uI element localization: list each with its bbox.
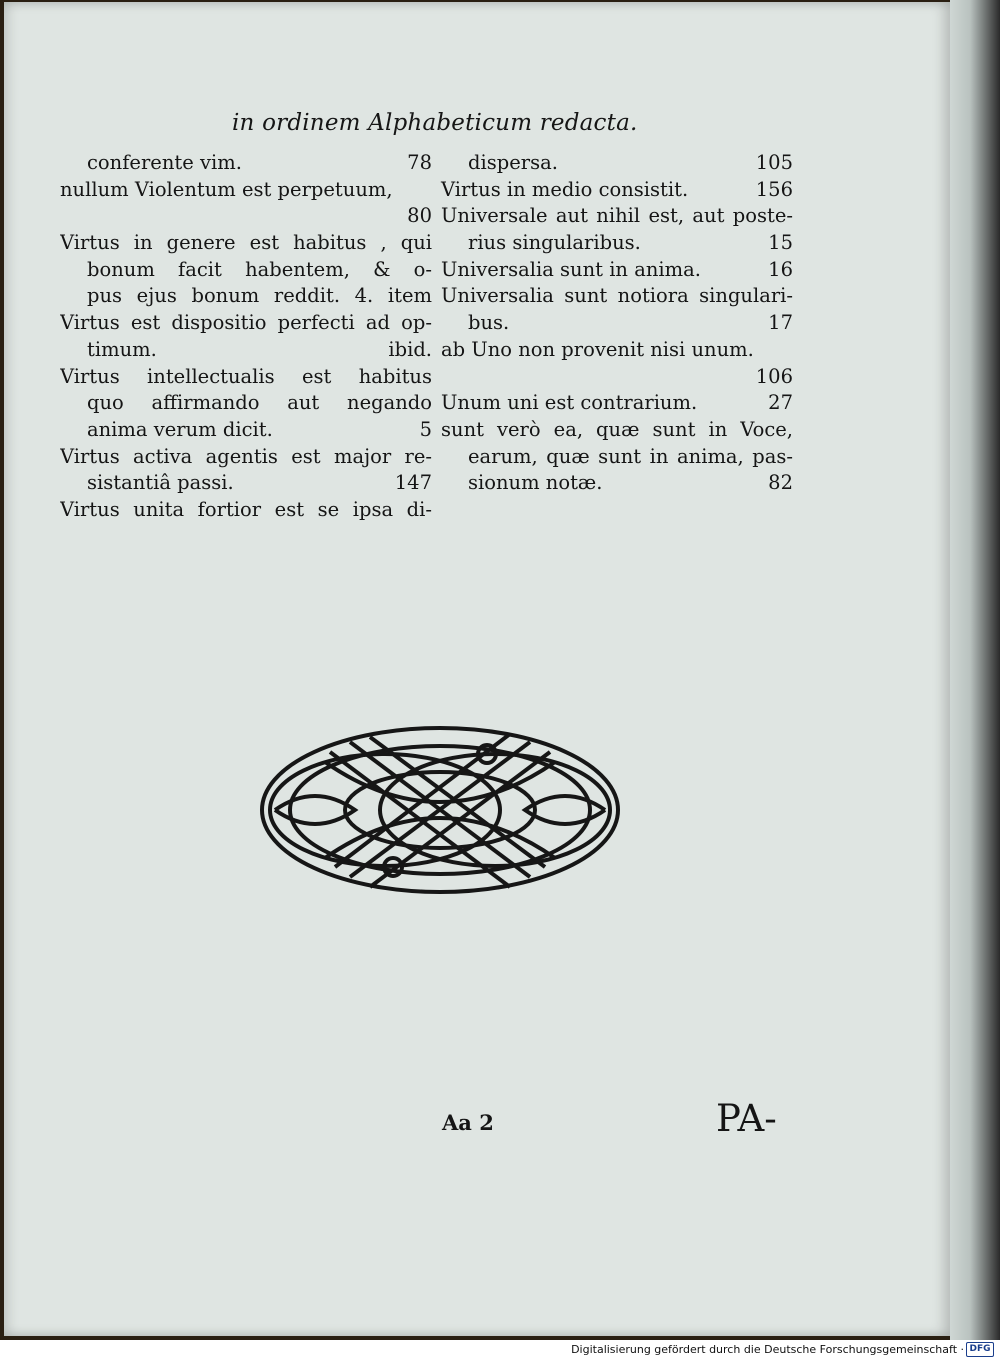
- entry-text: ab Uno non provenit nisi unum.: [441, 337, 754, 361]
- entry-text: Virtus unita fortior est se ipsa di-: [60, 497, 432, 521]
- entry-text: sionum notæ.: [468, 471, 603, 495]
- entry-text: Universalia sunt in anima.: [441, 257, 701, 281]
- entry-text: sistantiâ passi.: [87, 471, 234, 495]
- running-head: in ordinem Alphabeticum redacta.: [232, 110, 638, 136]
- entry-text: Virtus in genere est habitus , qui: [60, 231, 432, 255]
- index-entry: [441, 364, 793, 391]
- page-edge: [950, 0, 1000, 1340]
- entry-text: bonum facit habentem, & o-: [87, 257, 432, 281]
- index-entry: [60, 257, 432, 284]
- index-entry: [441, 177, 793, 204]
- entry-page-number: 105: [755, 151, 793, 174]
- entry-text: bus.: [468, 311, 510, 335]
- entry-text: nullum Violentum est perpetuum,: [60, 177, 393, 201]
- index-entry: [60, 203, 432, 230]
- index-entry: [441, 444, 793, 471]
- index-entry: [60, 417, 432, 444]
- index-entry: [60, 390, 432, 417]
- entry-page-number: 82: [768, 471, 793, 495]
- entry-text: Unum uni est contrarium.: [441, 391, 698, 415]
- entry-page-number: 80: [407, 204, 432, 228]
- digitization-credit: Digitalisierung gefördert durch die Deutsche Forschungsgemeinschaft ·: [571, 1343, 964, 1356]
- index-entry: [441, 390, 793, 417]
- index-entry: [60, 283, 432, 310]
- entry-text: Universale aut nihil est, aut poste-: [441, 204, 793, 228]
- entry-text: timum.: [87, 337, 157, 361]
- entry-page-number: 156: [755, 177, 793, 201]
- index-entry: [60, 444, 432, 471]
- entry-page-number: 5: [419, 417, 432, 441]
- entry-page-number: ibid.: [388, 337, 432, 361]
- entry-page-number: 27: [768, 391, 793, 415]
- index-entry: [441, 257, 793, 284]
- entry-page-number: 106: [755, 364, 793, 388]
- entry-page-number: 147: [394, 471, 432, 495]
- index-entry: [441, 417, 793, 444]
- index-entry: [441, 203, 793, 230]
- entry-text: Virtus intellectualis est habitus: [60, 364, 432, 388]
- index-entry: [60, 230, 432, 257]
- entry-text: Universalia sunt notiora singulari-: [441, 284, 793, 308]
- index-entry: [60, 150, 432, 177]
- entry-text: Virtus in medio consistit.: [441, 177, 689, 201]
- index-column-right: [441, 150, 793, 497]
- index-entry: [60, 364, 432, 391]
- entry-text: pus ejus bonum reddit. 4. item: [87, 284, 432, 308]
- entry-text: sunt verò ea, quæ sunt in Voce,: [441, 417, 793, 441]
- decorative-ornament: [255, 722, 625, 897]
- index-entry: [60, 310, 432, 337]
- index-entry: [441, 470, 793, 497]
- index-entry: [441, 310, 793, 337]
- entry-text: Virtus activa agentis est major re-: [60, 444, 432, 468]
- entry-text: Virtus est dispositio perfecti ad op-: [60, 311, 432, 335]
- entry-text: rius singularibus.: [468, 231, 641, 255]
- catchword: PA-: [716, 1097, 777, 1140]
- entry-text: conferente vim.: [87, 151, 242, 174]
- dfg-logo-icon: DFG: [966, 1342, 994, 1357]
- entry-page-number: 15: [768, 231, 793, 255]
- index-entry: [60, 470, 432, 497]
- entry-page-number: 16: [768, 257, 793, 281]
- signature-mark: Aa 2: [442, 1110, 494, 1135]
- index-entry: [441, 150, 793, 177]
- index-entry: [441, 230, 793, 257]
- entry-text: earum, quæ sunt in anima, pas-: [468, 444, 793, 468]
- index-entry: [441, 283, 793, 310]
- entry-text: quo affirmando aut negando: [87, 391, 432, 415]
- entry-text: anima verum dicit.: [87, 417, 273, 441]
- index-entry: [60, 177, 432, 204]
- index-entry: [60, 337, 432, 364]
- entry-text: dispersa.: [468, 151, 558, 174]
- entry-page-number: 78: [407, 151, 432, 174]
- index-entry: [441, 337, 793, 364]
- entry-page-number: 17: [768, 311, 793, 335]
- index-column-left: [60, 150, 432, 524]
- index-entry: [60, 497, 432, 524]
